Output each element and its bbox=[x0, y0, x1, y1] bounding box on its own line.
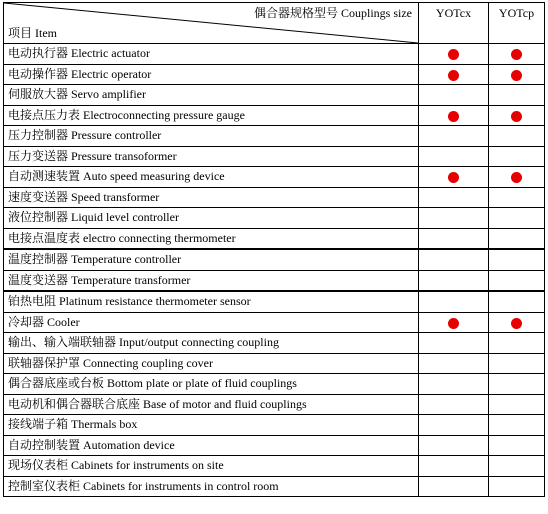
item-name-cell: 压力变送器 Pressure transoformer bbox=[4, 146, 419, 167]
included-dot-icon bbox=[511, 49, 522, 60]
table-row bbox=[4, 333, 545, 354]
header-row bbox=[4, 3, 545, 44]
table-row bbox=[4, 415, 545, 436]
yotcx-cell bbox=[419, 353, 489, 374]
item-label: 项目 Item bbox=[8, 26, 57, 40]
table-row bbox=[4, 228, 545, 249]
yotcp-cell bbox=[489, 456, 545, 477]
item-name-cell: 液位控制器 Liquid level controller bbox=[4, 208, 419, 229]
table-row bbox=[4, 85, 545, 106]
yotcp-cell bbox=[489, 415, 545, 436]
table-row bbox=[4, 291, 545, 312]
table-row bbox=[4, 208, 545, 229]
included-dot-icon bbox=[448, 70, 459, 81]
item-name-cell: 输出、输入端联轴器 Input/output connecting coupling bbox=[4, 333, 419, 354]
yotcp-cell bbox=[489, 146, 545, 167]
yotcp-cell bbox=[489, 167, 545, 188]
item-name-cell: 自动测速装置 Auto speed measuring device bbox=[4, 167, 419, 188]
yotcx-cell bbox=[419, 228, 489, 249]
yotcp-cell bbox=[489, 228, 545, 249]
yotcx-cell bbox=[419, 394, 489, 415]
table-row bbox=[4, 249, 545, 270]
yotcp-cell bbox=[489, 312, 545, 333]
yotcp-cell bbox=[489, 291, 545, 312]
yotcp-cell bbox=[489, 85, 545, 106]
item-name-cell: 冷却器 Cooler bbox=[4, 312, 419, 333]
column-header-yotcp: YOTcp bbox=[489, 3, 545, 44]
yotcx-cell bbox=[419, 44, 489, 65]
included-dot-icon bbox=[511, 111, 522, 122]
yotcp-cell bbox=[489, 435, 545, 456]
table-row bbox=[4, 64, 545, 85]
included-dot-icon bbox=[448, 172, 459, 183]
table-row bbox=[4, 167, 545, 188]
table-row bbox=[4, 187, 545, 208]
yotcx-cell bbox=[419, 476, 489, 497]
table-row bbox=[4, 394, 545, 415]
item-name-cell: 现场仪表柜 Cabinets for instruments on site bbox=[4, 456, 419, 477]
table-row bbox=[4, 456, 545, 477]
diagonal-header-cell bbox=[4, 3, 419, 44]
item-name-cell: 控制室仪表柜 Cabinets for instruments in control room bbox=[4, 476, 419, 497]
yotcx-cell bbox=[419, 435, 489, 456]
yotcp-cell bbox=[489, 394, 545, 415]
yotcx-cell bbox=[419, 85, 489, 106]
yotcp-cell bbox=[489, 187, 545, 208]
yotcp-cell bbox=[489, 270, 545, 291]
yotcp-cell bbox=[489, 44, 545, 65]
item-name-cell: 温度控制器 Temperature controller bbox=[4, 249, 419, 270]
yotcx-cell bbox=[419, 64, 489, 85]
table-row bbox=[4, 126, 545, 147]
table-row bbox=[4, 353, 545, 374]
yotcx-cell bbox=[419, 208, 489, 229]
table-row bbox=[4, 270, 545, 291]
item-name-cell: 联轴器保护罩 Connecting coupling cover bbox=[4, 353, 419, 374]
item-name-cell: 电动操作器 Electric operator bbox=[4, 64, 419, 85]
item-name-cell: 电接点压力表 Electroconnecting pressure gauge bbox=[4, 105, 419, 126]
couplings-size-label: 偶合器规格型号 Couplings size bbox=[254, 6, 412, 20]
table-row bbox=[4, 476, 545, 497]
yotcp-cell bbox=[489, 249, 545, 270]
yotcx-cell bbox=[419, 415, 489, 436]
item-name-cell: 铂热电阻 Platinum resistance thermometer sensor bbox=[4, 291, 419, 312]
yotcx-cell bbox=[419, 291, 489, 312]
item-name-cell: 电动机和偶合器联合底座 Base of motor and fluid couplings bbox=[4, 394, 419, 415]
yotcx-cell bbox=[419, 187, 489, 208]
yotcx-cell bbox=[419, 312, 489, 333]
yotcp-cell bbox=[489, 126, 545, 147]
yotcp-cell bbox=[489, 476, 545, 497]
yotcx-cell bbox=[419, 167, 489, 188]
column-header-yotcx: YOTcx bbox=[419, 3, 489, 44]
table-row bbox=[4, 312, 545, 333]
yotcx-cell bbox=[419, 270, 489, 291]
included-dot-icon bbox=[511, 172, 522, 183]
item-name-cell: 伺服放大器 Servo amplifier bbox=[4, 85, 419, 106]
item-name-cell: 温度变送器 Temperature transformer bbox=[4, 270, 419, 291]
yotcx-cell bbox=[419, 146, 489, 167]
yotcx-cell bbox=[419, 249, 489, 270]
item-name-cell: 速度变送器 Speed transformer bbox=[4, 187, 419, 208]
table-row bbox=[4, 105, 545, 126]
table-row bbox=[4, 44, 545, 65]
yotcx-cell bbox=[419, 374, 489, 395]
included-dot-icon bbox=[511, 318, 522, 329]
table-body bbox=[4, 3, 545, 497]
yotcp-cell bbox=[489, 374, 545, 395]
yotcx-cell bbox=[419, 333, 489, 354]
yotcx-cell bbox=[419, 105, 489, 126]
included-dot-icon bbox=[511, 70, 522, 81]
item-name-cell: 自动控制装置 Automation device bbox=[4, 435, 419, 456]
yotcx-cell bbox=[419, 456, 489, 477]
yotcp-cell bbox=[489, 353, 545, 374]
accessories-table bbox=[3, 2, 545, 497]
table-row bbox=[4, 146, 545, 167]
included-dot-icon bbox=[448, 111, 459, 122]
item-name-cell: 电接点温度表 electro connecting thermometer bbox=[4, 228, 419, 249]
yotcp-cell bbox=[489, 105, 545, 126]
item-name-cell: 接线端子箱 Thermals box bbox=[4, 415, 419, 436]
table-row bbox=[4, 435, 545, 456]
yotcp-cell bbox=[489, 333, 545, 354]
yotcx-cell bbox=[419, 126, 489, 147]
yotcp-cell bbox=[489, 208, 545, 229]
table-row bbox=[4, 374, 545, 395]
included-dot-icon bbox=[448, 49, 459, 60]
yotcp-cell bbox=[489, 64, 545, 85]
item-name-cell: 偶合器底座或台板 Bottom plate or plate of fluid couplings bbox=[4, 374, 419, 395]
item-name-cell: 压力控制器 Pressure controller bbox=[4, 126, 419, 147]
included-dot-icon bbox=[448, 318, 459, 329]
item-name-cell: 电动执行器 Electric actuator bbox=[4, 44, 419, 65]
